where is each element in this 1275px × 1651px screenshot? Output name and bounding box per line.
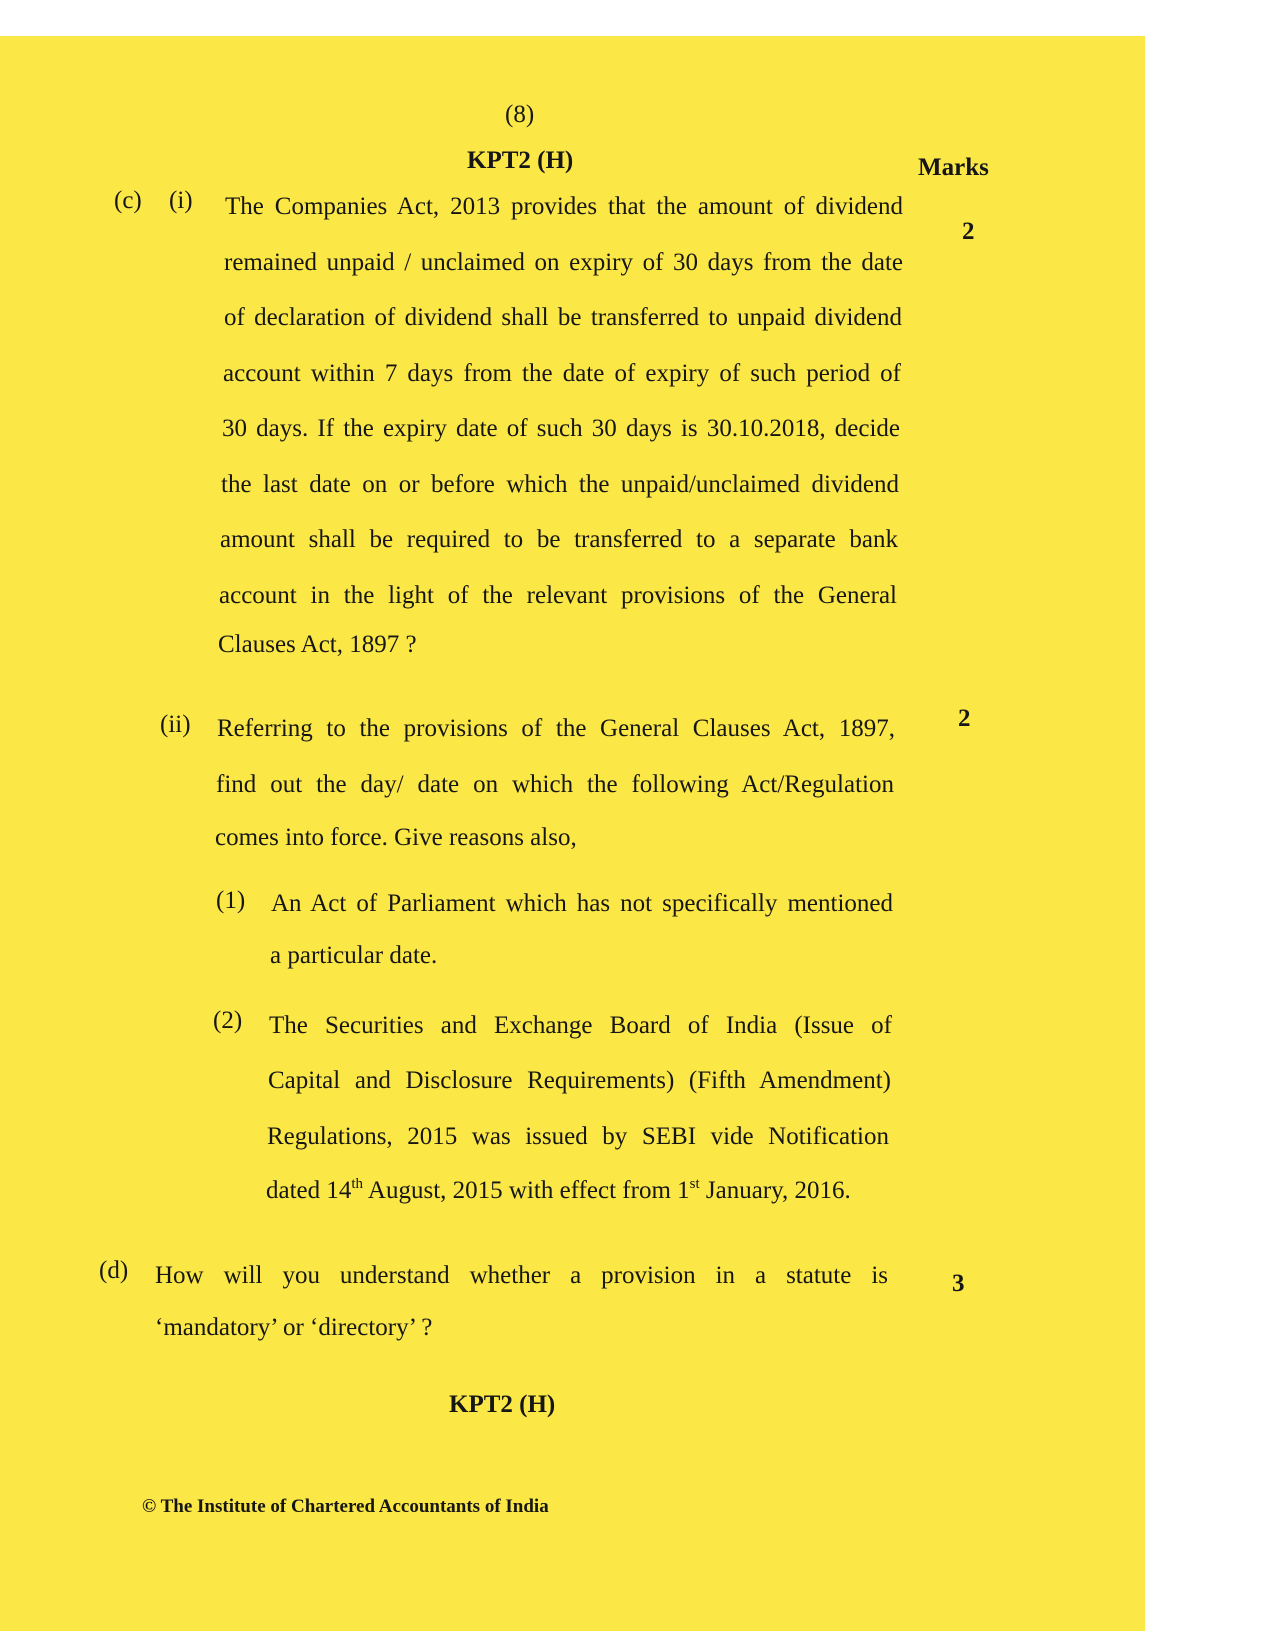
part-ii-label: (ii) (160, 711, 191, 738)
part-i-line-7: amount shall be required to be transferred to a separate bank (220, 526, 898, 553)
item-1-line-1: An Act of Parliament which has not specifically mentioned (271, 890, 893, 917)
footer-paper-code: KPT2 (H) (449, 1391, 556, 1418)
part-i-line-5: 30 days. If the expiry date of such 30 days is 30.10.2018, decide (222, 415, 900, 442)
item-2-line-3: Regulations, 2015 was issued by SEBI vide Notification (267, 1123, 889, 1150)
part-i-label: (i) (169, 187, 193, 214)
item-2-line-2: Capital and Disclosure Requirements) (Fifth Amendment) (268, 1067, 891, 1094)
part-i-line-9: Clauses Act, 1897 ? (218, 631, 417, 658)
part-ii-marks: 2 (958, 705, 971, 732)
part-i-line-2: remained unpaid / unclaimed on expiry of 30 days from the date (224, 249, 903, 276)
item-1-line-2: a particular date. (270, 942, 438, 969)
item-2-line-1: The Securities and Exchange Board of India (Issue of (269, 1012, 892, 1039)
part-ii-line-3: comes into force. Give reasons also, (215, 824, 577, 851)
part-ii-line-2: find out the day/ date on which the following Act/Regulation (216, 771, 894, 798)
header-paper-code: KPT2 (H) (467, 147, 574, 174)
item-2-label: (2) (213, 1007, 243, 1034)
question-d-label: (d) (99, 1257, 129, 1284)
part-i-line-1: The Companies Act, 2013 provides that the amount of dividend (225, 193, 903, 220)
question-d-line-1: How will you understand whether a provision in a statute is (155, 1262, 888, 1289)
page-number: (8) (505, 101, 535, 128)
part-i-marks: 2 (962, 218, 975, 245)
marks-heading: Marks (918, 154, 989, 181)
question-c-label: (c) (114, 187, 142, 214)
part-i-line-3: of declaration of dividend shall be transferred to unpaid dividend (224, 304, 902, 331)
item-2-line-4: dated 14th August, 2015 with effect from 1st January, 2016. (266, 1176, 851, 1204)
part-i-line-8: account in the light of the relevant provisions of the General (219, 582, 897, 609)
question-d-marks: 3 (952, 1270, 965, 1297)
part-ii-line-1: Referring to the provisions of the General Clauses Act, 1897, (217, 715, 895, 742)
part-i-line-4: account within 7 days from the date of expiry of such period of (223, 360, 901, 387)
part-i-line-6: the last date on or before which the unpaid/unclaimed dividend (221, 471, 899, 498)
question-d-line-2: ‘mandatory’ or ‘directory’ ? (155, 1314, 433, 1341)
item-1-label: (1) (216, 887, 246, 914)
copyright-notice: © The Institute of Chartered Accountants of India (142, 1496, 549, 1517)
